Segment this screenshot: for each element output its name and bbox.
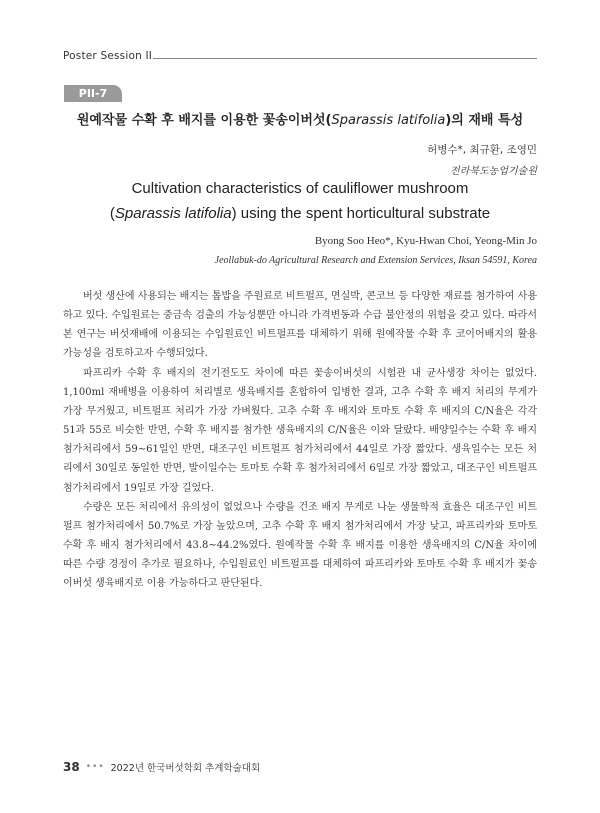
korean-authors: 허병수*, 최규환, 조영민 [427,144,537,156]
header-rule [153,58,537,59]
korean-title [0,109,600,128]
abstract-paragraph-3: 수량은 모든 처리에서 유의성이 없었으나 수량을 건조 배지 무게로 나눈 생물학적 효율은 대조구인 비트펄프 첨가처리에서 50.7%로 가장 높았으며, 고추 수확 후 배지 첨가처리에서 가장 낮고, 파프리카와 토마토 수확 후 배지 첨가처리에서 43.8∼44.2%였다. 원예작물 수확 후 배지를 이용한 생육배지의 C/N율 차이에 따른 수량 경정이 추가로 필요하나, 수입원료인 비트펄프를 대체하여 파프리카와 토마토 수확 후 배지가 꽃송이버섯 생육배지로 이용 가능하다고 판단된다. [63,501,537,590]
poster-badge: PII-7 [64,85,122,102]
conference-name: 2022년 한국버섯학회 추계학술대회 [110,763,261,774]
english-title-line2 [0,205,600,222]
korean-title-species: Sparassis latifolia [331,113,446,128]
english-authors: Byong Soo Heo*, Kyu-Hwan Choi, Yeong-Min Jo [314,235,537,247]
korean-title-before: 원예작물 수확 후 배지를 이용한 꽃송이버섯( [76,113,332,128]
english-title-rest: ) using the spent horticultural substrate [231,205,491,222]
section-label: Poster Session II [63,50,153,62]
english-title-line1: Cultivation characteristics of cauliflower mushroom [131,180,469,197]
abstract-paragraph-1: 버섯 생산에 사용되는 배지는 톱밥을 주원료로 비트펄프, 면실박, 콘코브 등 다양한 재료를 첨가하여 사용하고 있다. 수입원료는 중금속 검출의 가능성뿐만 아니라 가격변동과 수급 불안정의 위험을 갖고 있다. 따라서 본 연구는 버섯재배에 이용되는 수입원료인 비트펄프를 대체하기 위해 원예작물 수확 후 코이어배지의 활용 가능성을 검토하고자 수행되었다. [63,291,537,360]
page-footer [63,760,260,774]
english-title-open: ( [109,205,115,222]
page-number: 38 [63,760,80,774]
abstract-paragraph-2: 파프리카 수확 후 배지의 전기전도도 차이에 따른 꽃송이버섯의 시험관 내 균사생장 차이는 없었다. 1,100ml 재배병을 이용하여 처리별로 생육배지를 혼합하여 입병한 결과, 고추 수확 후 배지 처리의 무게가 가장 무거웠고, 비트펄프 처리가 가장 가벼웠다. 고추 수확 후 배지와 토마토 수확 후 배지의 C/N율은 각각 51과 55로 비슷한 반면, 수확 후 배지를 첨가한 생육배지의 C/N율은 이와 달랐다. 배양일수는 수확 후 배지 첨가처리에서 59∼61일인 반면, 대조구인 비트펄프 첨가처리에서 44일로 가장 짧았다. 생육일수는 모든 처리에서 30일로 동일한 반면, 발이일수는 토마토 수확 후 첨가처리에서 6일로 가장 짧았고, 대조구인 비트펄프 첨가처리에서 19일로 가장 길었다. [63,367,537,494]
abstract [63,287,537,594]
korean-title-after: )의 재배 특성 [445,113,524,128]
footer-dots: ••• [85,762,105,772]
running-header [63,50,537,66]
english-affiliation: Jeollabuk-do Agricultural Research and Extension Services, Iksan 54591, Korea [214,255,537,266]
korean-affiliation: 전라북도농업기술원 [450,166,537,177]
english-title-species: Sparassis latifolia [114,205,232,222]
